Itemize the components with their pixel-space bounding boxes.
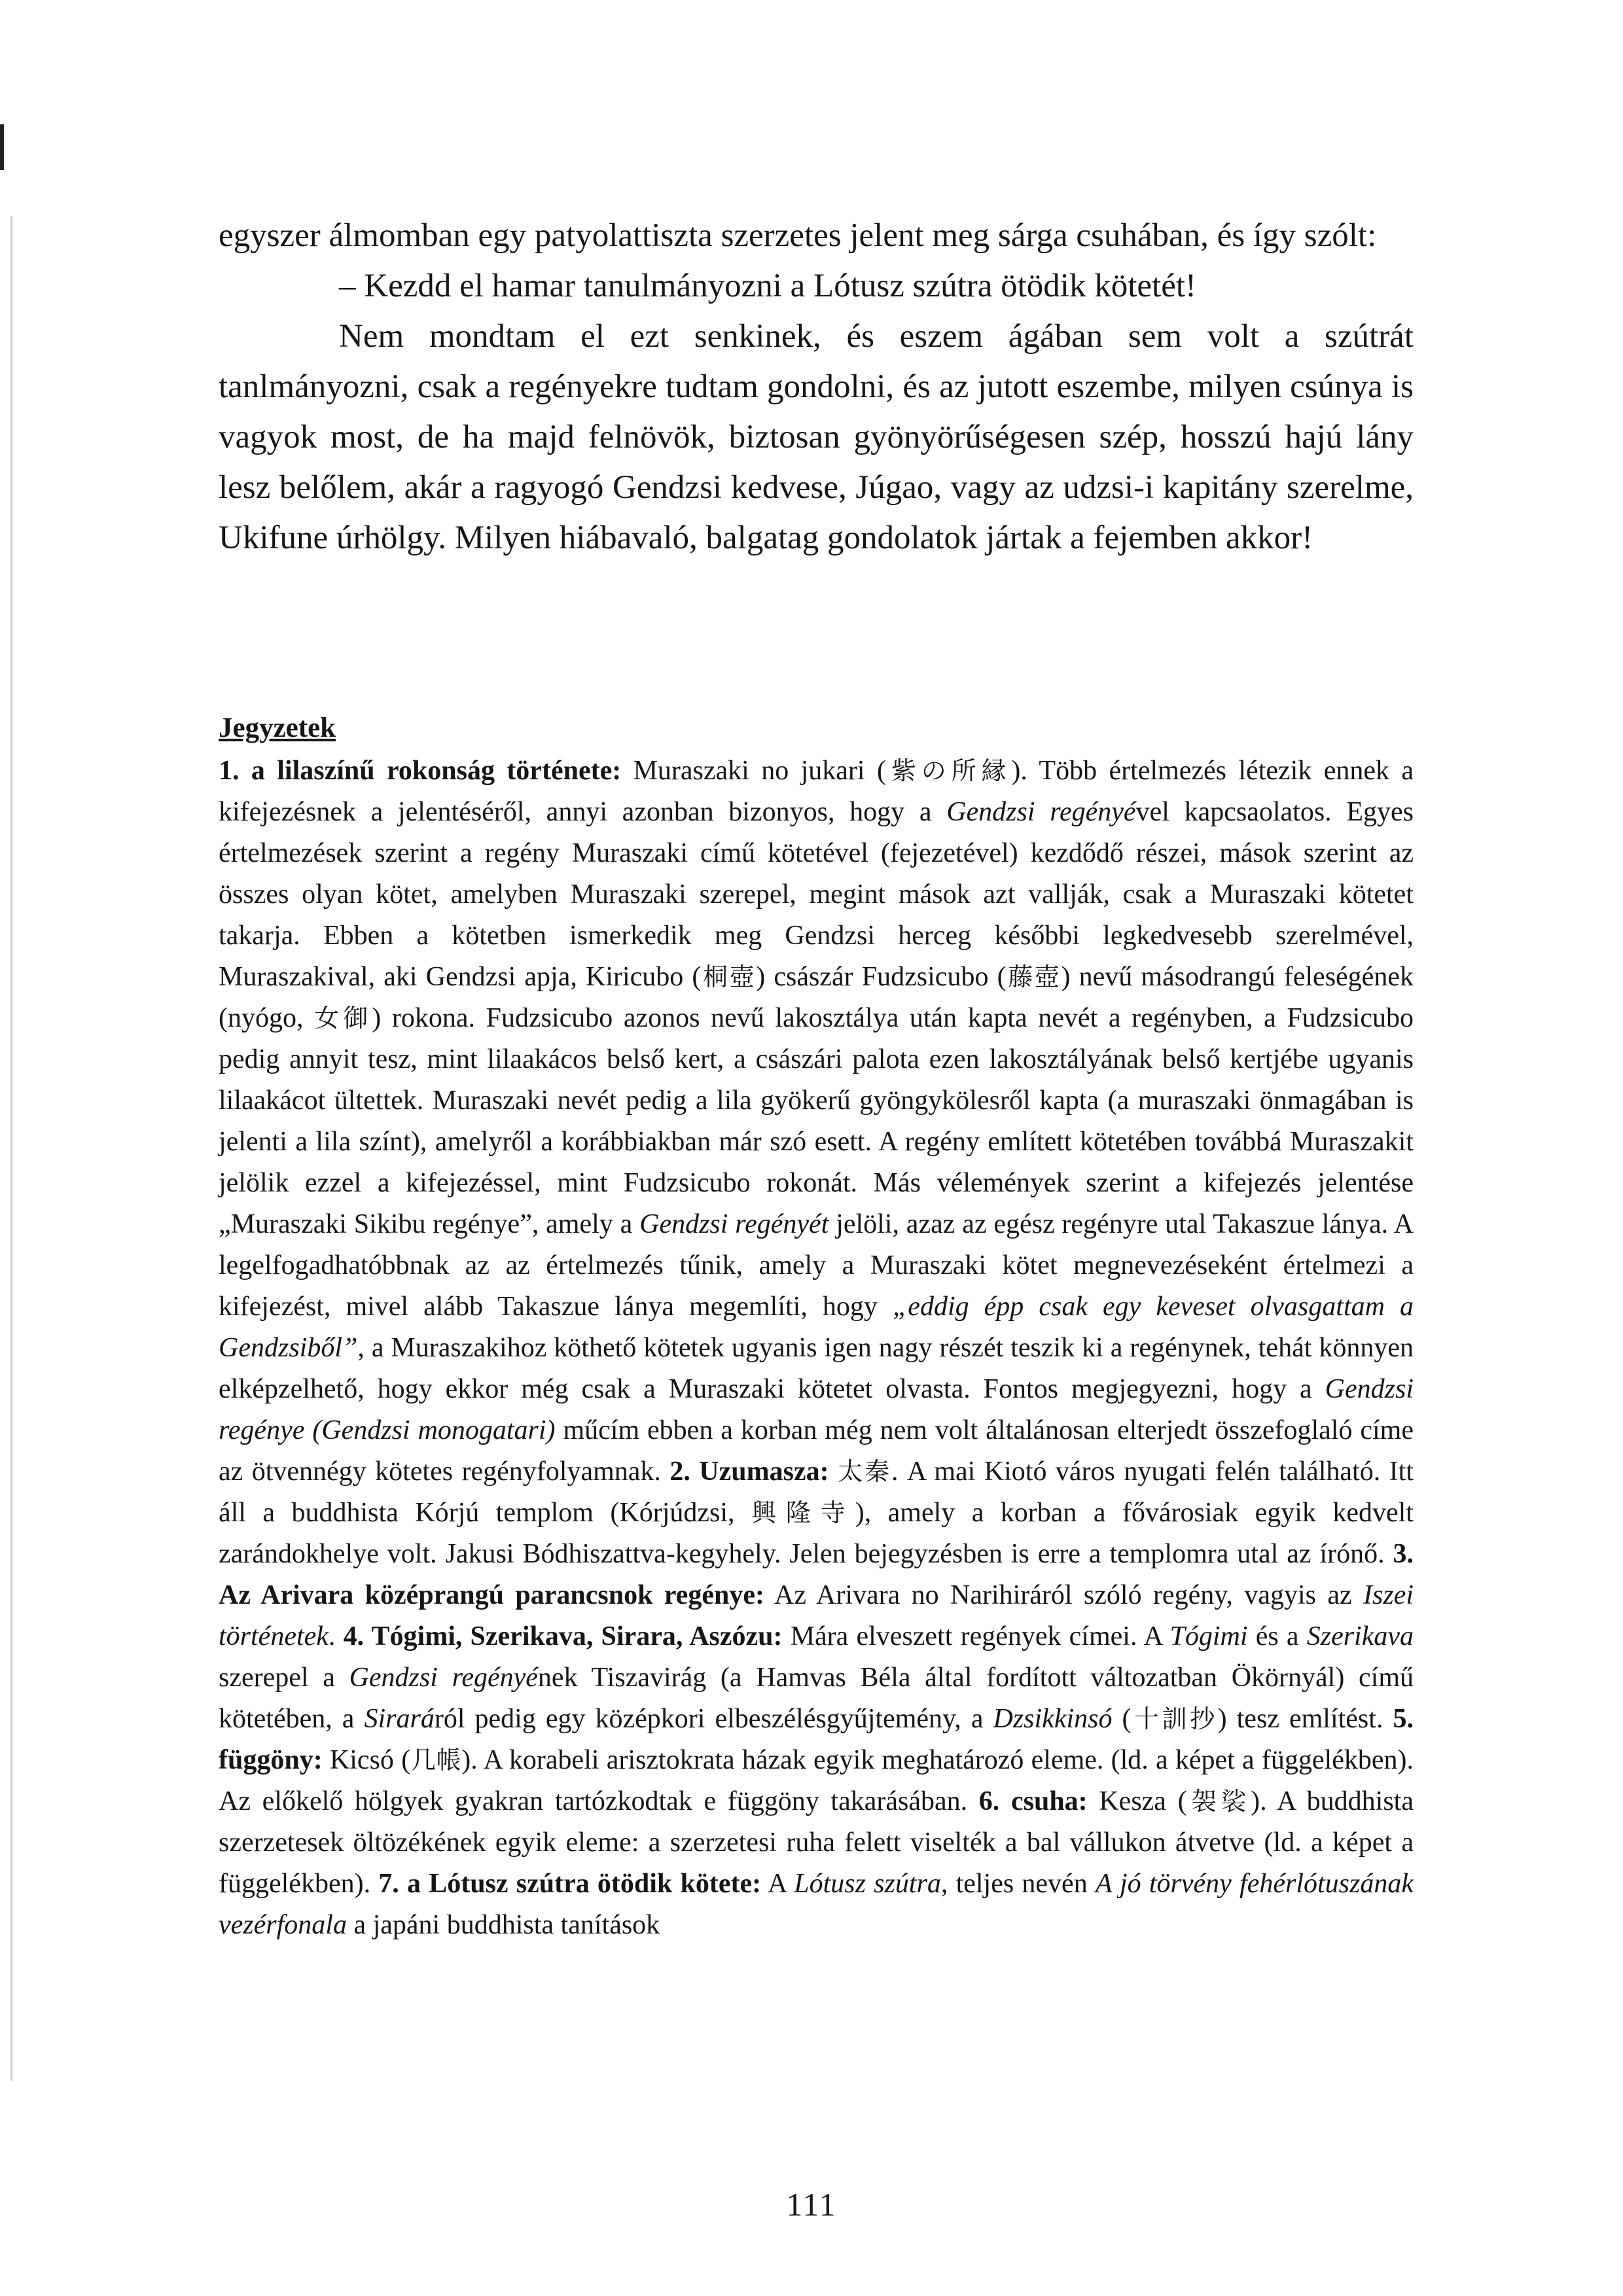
note-title: A jó törvény fehérlótuszának vezérfonala [219,1869,1414,1940]
note-kanji: 興隆寺 [751,1498,855,1527]
main-paragraph-1: egyszer álmomban egy patyolattiszta szerzetes jelent meg sárga csuhában, és így szólt: [219,217,1377,254]
note-text: . [328,1621,344,1651]
note-kanji: 紫の所縁 [885,756,1012,785]
note-text: vel kapcsaolatos. Egyes értelmezések szerint a regény Muraszaki című kötetével (fejezetével) kezdődő részei, mások szerint az összes olyan kötet, amelyben Muraszaki szerepel, megint mások azt vallják, csak a Muraszaki kötetet takarja. Ebben a kötetben ismerkedik meg Gendzsi herceg későbbi legkedvesebb szerelmével, Muraszakival, aki Gendzsi apja, Kiricubo ( [219,797,1414,992]
scan-artifact-mark [0,124,4,170]
note-text: szerepel a [219,1663,349,1693]
note-title: Sirará [364,1704,435,1734]
note-kanji: 袈裟 [1186,1787,1251,1816]
note-text: ) rokona. Fudzsicubo azonos nevű lakosztálya után kapta nevét a regényben, a Fudzsicubo pedig annyit tesz, mint lilaakácos belső kert, a császári palota ezen lakosztályának belső kertjébe ugyanis lilaakácot ültettek. Muraszaki nevét pedig a lila gyökerű gyöngykölesről kapta (a muraszaki önmagában is jelenti a lila színt), amelyről a korábbiakban már szó esett. A regény említett kötetében továbbá Muraszakit jelölik ezzel a kifejezéssel, mint Fudzsicubo rokonát. Más vélemények szerint a kifejezés jelentése „Muraszaki Sikibu regénye”, amely a [219,1003,1414,1239]
note-text: Az Arivara no Narihiráról szóló regény, vagyis az [764,1580,1363,1610]
note-6-term: 6. csuha: [978,1786,1088,1816]
note-text: , a Muraszakihoz köthető kötetek ugyanis igen nagy részét teszik ki a regénynek, tehát könnyen elképzelhető, hogy ekkor még csak a Muraszaki kötetet olvasta. Fontos megjegyezni, hogy a [219,1333,1414,1404]
note-text: ) nevű másodrangú feleségének (nyógo, [219,962,1414,1033]
note-2-term: 2. Uzumasza: [669,1457,829,1487]
note-title: Iszei történetek [219,1580,1414,1651]
note-3-term: 3. Az Arivara középrangú parancsnok regénye: [219,1539,1414,1610]
page-number: 111 [786,2186,837,2223]
note-text: , teljes nevén [940,1869,1096,1899]
note-title: Gendzsi regényé [946,797,1136,827]
note-text: ). A buddhista szerzetesek öltözékének egyik eleme: a szerzetesi ruha felett viselték a bal vállukon átvetve (ld. a képet a függelékben). [219,1786,1414,1899]
note-text: nek Tiszavirág (a Hamvas Béla által fordított változatban Ökörnyál) című kötetében, a [219,1663,1414,1734]
note-text: ) tesz említést. [1217,1704,1393,1734]
note-text: ), amely a korban a fővárosiak egyik kedvelt zarándokhelye volt. Jakusi Bódhiszattva-kegyhely. Jelen bejegyzésben is erre a templomra utal az írónő. [219,1498,1414,1569]
note-text: műcím ebben a korban még nem volt általánosan elterjedt összefoglaló címe az ötvennégy kötetes regényfolyamnak. [219,1415,1414,1487]
note-title: Gendzsi regényét [639,1209,829,1239]
note-title: Gendzsi regényé [349,1663,538,1693]
notes-heading: Jegyzetek [219,713,336,743]
note-text: és a [1247,1621,1307,1651]
note-text: ). Több értelmezés létezik ennek a kifejezésnek a jelentéséről, annyi azonban bizonyos, hogy a [219,756,1414,827]
main-text [219,211,1414,563]
main-paragraph-2: Nem mondtam el ezt senkinek, és eszem ágában sem volt a szútrát tanlmányozni, csak a regényekre tudtam gondolni, és az jutott eszembe, milyen csúnya is vagyok most, de ha majd felnövök, biztosan gyönyörűségesen szép, hosszú hajú lány lesz belőlem, akár a ragyogó Gendzsi kedvese, Júgao, vagy az udzsi-i kapitány szerelme, Ukifune úrhölgy. Milyen hiábavaló, balgatag gondolatok jártak a fejemben akkor! [219,318,1414,556]
note-7-term: 7. a Lótusz szútra ötödik kötete: [378,1869,762,1899]
note-kanji: 藤壺 [1006,963,1061,991]
note-text: a japáni buddhista tanítások [346,1910,660,1940]
note-text: . A mai Kiotó város nyugati felén található. Itt áll a buddhista Kórjú templom (Kórjúdzsi, [219,1457,1414,1528]
note-text: Muraszaki no jukari ( [621,756,886,786]
note-text: ( [1112,1704,1132,1734]
note-kanji: 桐壺 [701,963,757,991]
note-text: ról pedig egy középkori elbeszélésgyűjtemény, a [434,1704,993,1734]
note-text: Kicsó ( [322,1745,411,1775]
note-kanji: 几帳 [410,1746,462,1775]
note-title: Lótusz szútra [794,1869,941,1899]
note-quote: „eddig épp csak egy keveset olvasgattam a Gendzsiből” [219,1292,1414,1363]
note-text: Mára elveszett regények címei. A [782,1621,1170,1651]
note-text: Kesza ( [1087,1786,1187,1816]
note-text: ) császár Fudzsicubo ( [756,962,1007,992]
note-text: ). A korabeli arisztokrata házak egyik meghatározó eleme. (ld. a képet a függelékben). Az előkelő hölgyek gyakran tartózkodtak e függöny takarásában. [219,1745,1414,1816]
note-5-term: 5. függöny: [219,1704,1414,1775]
note-title: Szerikava [1306,1621,1414,1651]
note-kanji: 十訓抄 [1131,1704,1218,1733]
note-1-term: 1. a lilaszínű rokonság története: [219,756,622,786]
scan-artifact-edge [10,216,12,2081]
notes-body [219,751,1414,1946]
note-title: Tógimi [1169,1621,1248,1651]
main-dialogue-line: – Kezdd el hamar tanulmányozni a Lótusz szútra ötödik kötetét! [339,268,1196,304]
note-title: Gendzsi regénye (Gendzsi monogatari) [219,1374,1414,1445]
note-text: jelöli, azaz az egész regényre utal Takaszue lánya. A legelfogadhatóbbnak az az értelmezés tűnik, amely a Muraszaki kötet megnevezéseként értelmezi a kifejezést, mivel alább Takaszue lánya megemlíti, hogy [219,1209,1414,1322]
note-kanji: 太秦 [838,1457,891,1486]
note-4-term: 4. Tógimi, Szerikava, Sirara, Aszózu: [343,1621,783,1651]
note-text: A [761,1869,794,1899]
note-title: Dzsikkinsó [993,1704,1113,1734]
note-kanji: 女御 [314,1004,372,1033]
note-text [829,1457,838,1487]
